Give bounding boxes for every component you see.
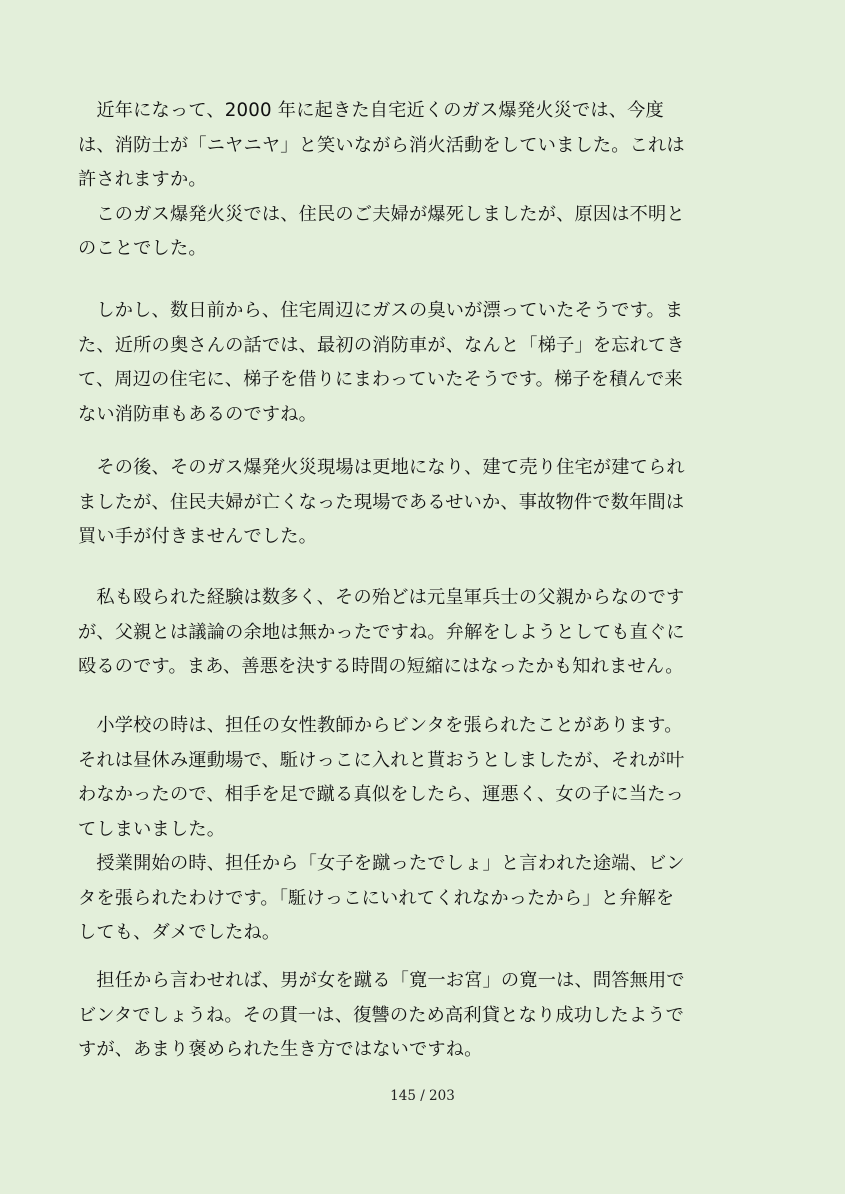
text-line: タを張られたわけです。「駈けっこにいれてくれなかったから」と弁解を: [78, 887, 675, 909]
text-line: しても、ダメでしたね。: [78, 922, 281, 943]
text-line: て、周辺の住宅に、梯子を借りにまわっていたそうです。梯子を積んで来: [78, 369, 683, 390]
text-line: 殴るのです。まあ、善悪を決する時間の短縮にはなったかも知れません。: [78, 656, 684, 677]
paragraph-father: [78, 581, 738, 685]
text-line: それは昼休み運動場で、駈けっこに入れと貰おうとしましたが、それが叶: [78, 749, 685, 771]
text-line: た、近所の奥さんの話では、最初の消防車が、なんと「梯子」を忘れてき: [78, 334, 685, 356]
text-line: 近年になって、2000 年に起きた自宅近くのガス爆発火災では、今度: [78, 100, 664, 121]
text-line: ましたが、住民夫婦が亡くなった現場であるせいか、事故物件で数年間は: [78, 491, 685, 513]
text-line: 私も殴られた経験は数多く、その殆どは元皇軍兵士の父親からなのです: [78, 587, 685, 608]
text-line: わなかったので、相手を足で蹴る真似をしたら、運悪く、女の子に当たっ: [78, 784, 685, 805]
text-line: 小学校の時は、担任の女性教師からビンタを張られたことがあります。: [78, 715, 683, 736]
paragraph-ladder: [78, 294, 738, 432]
text-line: が、父親とは議論の余地は無かったですね。弁解をしようとしても直ぐに: [78, 621, 685, 643]
paragraph-gas-explosion: [78, 94, 738, 267]
text-line: その後、そのガス爆発火災現場は更地になり、建て売り住宅が建てられ: [78, 457, 685, 478]
text-line: すが、あまり褒められた生き方ではないですね。: [78, 1039, 483, 1060]
text-line: 買い手が付きませんでした。: [78, 526, 318, 547]
text-line: ない消防車もあるのですね。: [78, 403, 318, 425]
text-line: しかし、数日前から、住宅周辺にガスの臭いが漂っていたそうです。ま: [78, 300, 684, 321]
paragraph-kanichi-omiya: [78, 964, 738, 1068]
paragraph-elementary-school: [78, 709, 738, 951]
text-line: のことでした。: [78, 238, 207, 259]
text-line: ビンタでしょうね。その貫一は、復讐のため高利貸となり成功したようで: [78, 1004, 685, 1026]
paragraph-site-afterwards: [78, 451, 738, 555]
text-line: は、消防士が「ニヤニヤ」と笑いながら消火活動をしていました。これは: [78, 134, 685, 156]
text-line: このガス爆発火災では、住民のご夫婦が爆死しましたが、原因は不明と: [78, 203, 685, 225]
text-line: 授業開始の時、担任から「女子を蹴ったでしょ」と言われた途端、ビン: [78, 853, 685, 874]
text-line: てしまいました。: [78, 818, 226, 840]
text-line: 担任から言わせれば、男が女を蹴る「寛一お宮」の寛一は、問答無用で: [78, 970, 685, 991]
page-number: 145 / 203: [390, 1088, 455, 1104]
text-line: 許されますか。: [78, 169, 207, 190]
